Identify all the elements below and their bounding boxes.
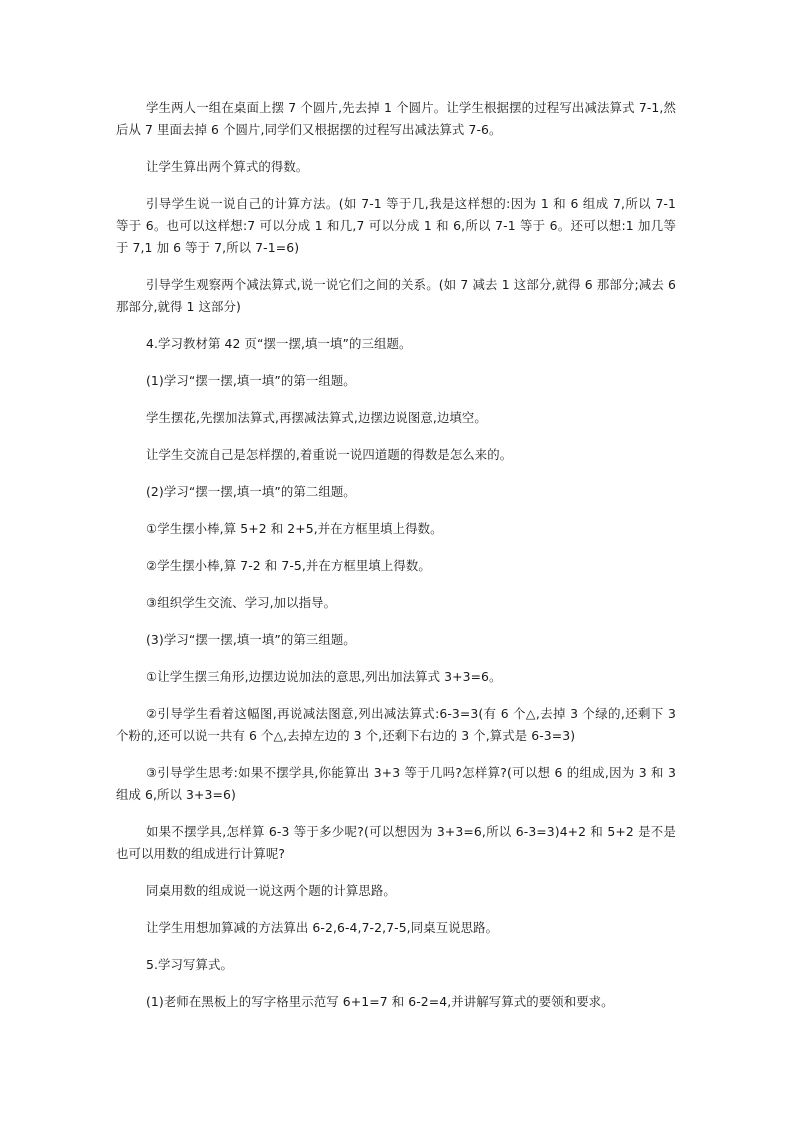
paragraph-calculation-method: 引导学生说一说自己的计算方法。(如 7-1 等于几,我是这样想的:因为 1 和 6 组成 7,所以 7-1 等于 6。也可以这样想:7 可以分成 1 和几,7 可以分成 1 和 6,所以 7-1 等于 6。还可以想:1 加几等于 7,1 加 6 等于 7,所以 7-1=6): [116, 196, 676, 255]
paragraph-step-2-subtraction-picture: ②引导学生看着这幅图,再说减法图意,列出减法算式:6-3=3(有 6 个△,去掉 3 个绿的,还剩下 3 个粉的,还可以说一共有 6 个△,去掉左边的 3 个,还剩下右边的 3 个,算式是 6-3=3): [116, 706, 676, 743]
paragraph-add-to-subtract: 让学生用想加算减的方法算出 6-2,6-4,7-2,7-5,同桌互说思路。: [146, 920, 499, 935]
paragraph-step-1-triangles: ①让学生摆三角形,边摆边说加法的意思,列出加法算式 3+3=6。: [146, 669, 502, 684]
paragraph-arrange-flowers: 学生摆花,先摆加法算式,再摆减法算式,边摆边说图意,边填空。: [146, 410, 487, 425]
paragraph-step-1-sticks-add: ①学生摆小棒,算 5+2 和 2+5,并在方框里填上得数。: [146, 521, 443, 536]
paragraph-deskmate-discussion: 同桌用数的组成说一说这两个题的计算思路。: [146, 883, 396, 898]
paragraph-teacher-demo: (1)老师在黑板上的写字格里示范写 6+1=7 和 6-2=4,并讲解写算式的要领和要求。: [146, 994, 614, 1009]
paragraph-calculate-results: 让学生算出两个算式的得数。: [146, 159, 309, 174]
paragraph-step-3-guidance: ③组织学生交流、学习,加以指导。: [146, 595, 337, 610]
document-body: [116, 97, 676, 1028]
paragraph-step-3-think: ③引导学生思考:如果不摆学具,你能算出 3+3 等于几吗?怎样算?(可以想 6 的组成,因为 3 和 3 组成 6,所以 3+3=6): [116, 765, 676, 802]
paragraph-exchange-ideas: 让学生交流自己是怎样摆的,着重说一说四道题的得数是怎么来的。: [146, 447, 513, 462]
paragraph-step-2-sticks-subtract: ②学生摆小棒,算 7-2 和 7-5,并在方框里填上得数。: [146, 558, 431, 573]
paragraph-without-tools: 如果不摆学具,怎样算 6-3 等于多少呢?(可以想因为 3+3=6,所以 6-3=3)4+2 和 5+2 是不是也可以用数的组成进行计算呢?: [116, 824, 676, 861]
paragraph-group-1-heading: (1)学习“摆一摆,填一填”的第一组题。: [146, 373, 356, 388]
paragraph-section-5-heading: 5.学习写算式。: [146, 957, 233, 972]
paragraph-group-3-heading: (3)学习“摆一摆,填一填”的第三组题。: [146, 632, 356, 647]
paragraph-section-4-heading: 4.学习教材第 42 页“摆一摆,填一填”的三组题。: [146, 336, 412, 351]
paragraph-observe-relation: 引导学生观察两个减法算式,说一说它们之间的关系。(如 7 减去 1 这部分,就得 6 那部分;减去 6 那部分,就得 1 这部分): [116, 277, 676, 314]
paragraph-intro-activity: 学生两人一组在桌面上摆 7 个圆片,先去掉 1 个圆片。让学生根据摆的过程写出减法算式 7-1,然后从 7 里面去掉 6 个圆片,同学们又根据摆的过程写出减法算式 7-6。: [116, 100, 676, 137]
paragraph-group-2-heading: (2)学习“摆一摆,填一填”的第二组题。: [146, 484, 356, 499]
